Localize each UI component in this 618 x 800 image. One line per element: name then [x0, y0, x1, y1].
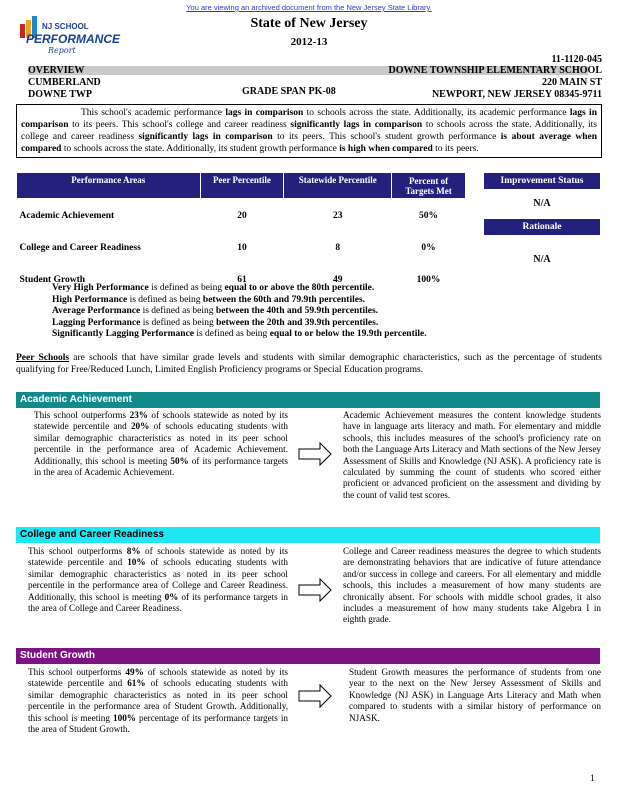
- table-row: [17, 199, 466, 221]
- performance-legend: [52, 283, 552, 341]
- legend-item: Very High Performance is defined as being equal to or above the 80th percentile.: [52, 283, 375, 293]
- arrow-right-icon: [298, 442, 332, 466]
- school-year: 2012-13: [290, 36, 328, 48]
- row-area: College and Career Readiness: [19, 242, 141, 253]
- student-growth-summary: This school outperforms 49% of schools statewide as noted by its statewide percentile and 61% of schools educating students with similar demographic characteristics as noted in its peer school percentile in the performance area of Student Growth. Additionally, this school is meeting 100% percentage of its performance targets in the area of Student Growth.: [28, 667, 288, 735]
- summary-rating: significantly lags in comparison: [290, 120, 423, 130]
- rationale-value: N/A: [533, 254, 551, 265]
- improvement-status-header: Improvement Status: [484, 173, 600, 189]
- summary-rating: is about average when compared: [21, 132, 597, 154]
- legend-item: High Performance is defined as being between the 60th and 79.9th percentiles.: [52, 294, 366, 305]
- summary-rating: significantly lags in comparison: [138, 132, 273, 142]
- school-address: 220 MAIN ST: [541, 77, 602, 88]
- arrow-right-icon: [298, 578, 332, 602]
- school-name: DOWNE TOWNSHIP ELEMENTARY SCHOOL: [388, 65, 602, 76]
- header-statewide-percentile: Statewide Percentile: [284, 173, 392, 199]
- summary-text: This school's academic performance: [81, 108, 226, 118]
- row-state: 23: [332, 210, 343, 221]
- improvement-status-value: N/A: [533, 198, 551, 209]
- legend-item: Lagging Performance is defined as being between the 20th and 39.9th percentiles.: [52, 317, 379, 328]
- summary-rating: is high when compared: [339, 144, 433, 154]
- table-header-row: [17, 173, 466, 199]
- page-number: 1: [590, 774, 595, 784]
- logo-line2: PERFORMANCE: [26, 32, 121, 46]
- summary-text: to schools across the state. Additionally, its student growth performance: [61, 144, 340, 154]
- summary-text: to schools across the state. Additionally, its academic performance: [303, 108, 570, 118]
- peer-schools-term: Peer Schools: [16, 353, 70, 363]
- college-career-summary: This school outperforms 8% of schools statewide as noted by its statewide percentile and 10% of schools educating students with similar demographic characteristics as noted in its peer school percentile in the performance area of College and Career Readiness. Additionally, this school is meeting 0% of its performance targets in the area of College and Career Readiness.: [28, 546, 288, 614]
- header-performance-areas: Performance Areas: [17, 173, 201, 199]
- section-header-student-growth: Student Growth: [16, 648, 600, 664]
- summary-rating: lags in comparison: [225, 108, 304, 118]
- overview-label: OVERVIEW: [28, 65, 85, 76]
- row-state: 49: [332, 274, 343, 285]
- section-header-college-career-readiness: College and Career Readiness: [16, 527, 600, 543]
- school-city: NEWPORT, NEW JERSEY 08345-9711: [431, 89, 602, 100]
- row-state: 8: [335, 242, 341, 253]
- grade-span: GRADE SPAN PK-08: [242, 86, 336, 97]
- archive-notice-bar: [0, 2, 618, 13]
- peer-schools-paragraph: [16, 352, 602, 376]
- row-peer: 61: [237, 274, 247, 285]
- summary-text: to its peers. This school's college and career readiness: [68, 120, 291, 130]
- academic-achievement-description: Academic Achievement measures the content knowledge students have in language arts literacy and math. For elementary and middle schools, this includes measures of the school's proficiency rate on both the Language Arts Literacy and Math sections of the New Jersey Assessment of Skills and Knowledge (NJ ASK). A proficiency rate is calculated by summing the count of students who scored either proficient or advanced proficient on the assessment and dividing by the count of valid test scores.: [343, 410, 601, 500]
- row-area: Student Growth: [19, 274, 86, 285]
- row-targets: 100%: [416, 274, 441, 285]
- row-peer: 10: [237, 242, 247, 253]
- section-header-academic-achievement: Academic Achievement: [16, 392, 600, 408]
- summary-paragraph: [16, 104, 602, 158]
- county-name: CUMBERLAND: [28, 77, 101, 88]
- rationale-header: Rationale: [484, 219, 600, 235]
- district-name: DOWNE TWP: [28, 89, 92, 100]
- peer-schools-text: are schools that have similar grade levels and students with similar demographic characteristics, such as the percentage of students qualifying for Free/Reduced Lunch, Limited English Proficiency programs or Special Education programs.: [16, 353, 603, 375]
- row-targets: 0%: [421, 242, 436, 253]
- state-title: State of New Jersey: [250, 16, 368, 31]
- header-targets-met: Percent of Targets Met: [392, 173, 466, 199]
- college-career-description: College and Career readiness measures the degree to which students are demonstrating behaviors that are indicative of future attendance and/or success in college and careers. For all elementary and middle schools, this includes a measurement of how many students are chronically absent. For schools with middle school grades, it also includes a measurement of how many students take Algebra I in eighth grade.: [343, 546, 601, 625]
- table-row: [17, 221, 466, 253]
- row-targets: 50%: [419, 210, 439, 221]
- summary-text: to its peers.: [432, 144, 479, 154]
- header-peer-percentile: Peer Percentile: [200, 173, 284, 199]
- legend-item: Average Performance is defined as being between the 40th and 59.9th percentiles.: [52, 306, 379, 317]
- legend-item: Significantly Lagging Performance is defined as being equal to or below the 19.9th percentile.: [52, 329, 427, 340]
- academic-achievement-summary: This school outperforms 23% of schools statewide as noted by its statewide percentile and 20% of schools educating students with similar demographic characteristics as noted in its peer school percentile in the performance area of Academic Achievement. Additionally, this school is meeting 50% of its performance targets in the area of Academic Achievement.: [34, 410, 288, 478]
- archive-notice-link[interactable]: You are viewing an archived document from the New Jersey State Library.: [186, 3, 432, 12]
- performance-table: [16, 172, 466, 285]
- summary-text: to its peers. This school's student growth performance: [272, 132, 501, 142]
- summary-text: to schools across the state. Additionally, its college and career readiness: [21, 120, 597, 142]
- summary-rating: lags in comparison: [21, 108, 597, 130]
- row-peer: 20: [237, 210, 247, 221]
- student-growth-description: Student Growth measures the performance of students from one year to the next on the New Jersey Assessment of Skills and Knowledge (NJ ASK) in Language Arts Literacy and Math when compared to students with a similar history of performance on NJASK.: [349, 667, 601, 723]
- arrow-right-icon: [298, 684, 332, 708]
- table-row: [17, 253, 466, 285]
- row-area: Academic Achievement: [19, 210, 115, 221]
- school-code: 11-1120-045: [551, 54, 602, 65]
- logo-line3: Report: [48, 46, 76, 55]
- logo-line1: NJ SCHOOL: [42, 22, 89, 31]
